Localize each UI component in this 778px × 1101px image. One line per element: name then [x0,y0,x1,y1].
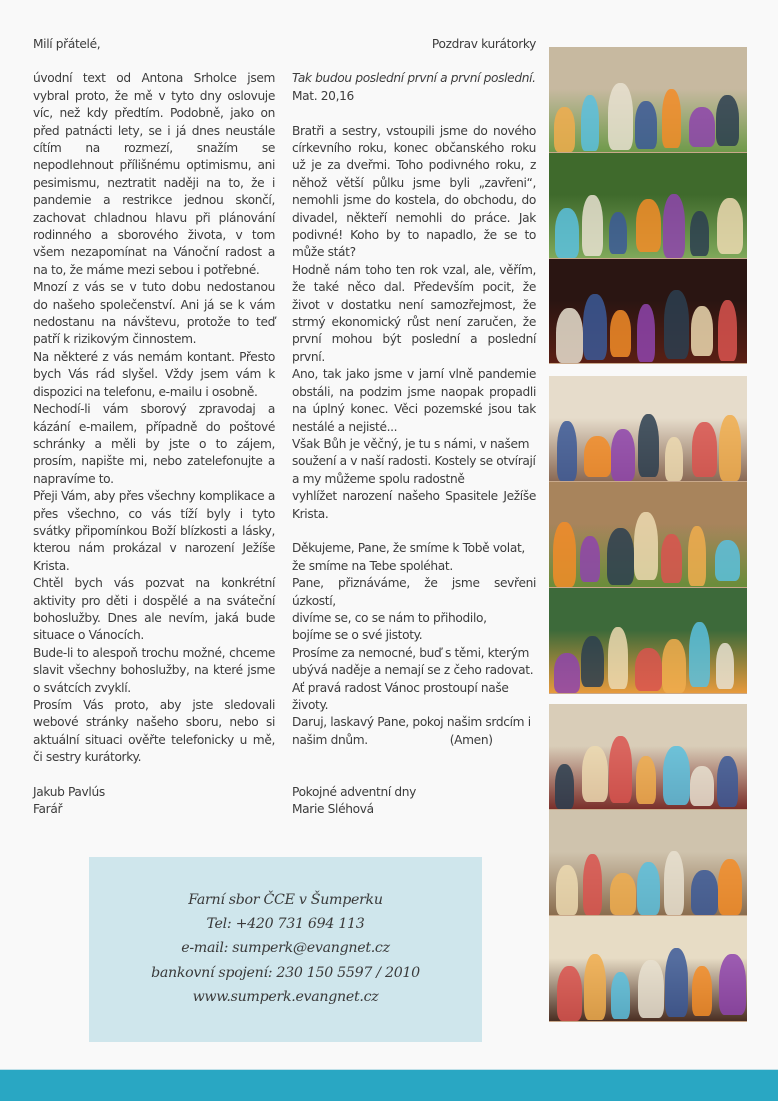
photo-figure [607,528,634,585]
contact-org: Farní sbor ČCE v Šumperku [188,892,383,908]
photo-figure [634,512,658,580]
prayer-line: bojíme se o své jistoty. [292,628,423,643]
prayer-line: divíme se, co se nám to přihodilo, [292,610,487,625]
photo-figure [638,414,659,477]
photo-figure [692,966,712,1016]
section-heading: Pozdrav kurátorky [431,37,536,51]
photo-figure [635,101,657,149]
photo-figure [554,653,580,693]
bible-quote: Tak budou poslední první a první poslední. [292,71,536,86]
photo-figure [581,95,599,151]
contact-phone[interactable]: Tel: +420 731 694 113 [206,916,365,933]
photo-figure [582,195,603,256]
bible-reference: Mat. 20,16 [292,88,354,103]
letter-paragraph: Mnozí z vás se v tuto dobu nedostanou do našeho společenství. Ani já se k vám nedostanu na návštevu, protože to teď patří k rizikovým činnostem. [33,280,275,347]
photo-figure [610,873,636,915]
contact-web[interactable]: www.sumperk.evangnet.cz [192,988,379,1005]
photo-figure [583,854,602,915]
photo-figure [611,429,635,481]
kuratorka-greeting [292,36,536,819]
photo-figure [556,865,578,915]
farar-letter [33,36,275,819]
photo-figure [557,421,577,481]
signature-role: Farář [33,802,63,817]
greeting-paragraph: Však Bůh je věčný, je tu s námi, v našem soužení a v naší radosti. Kostely se otvírají a my můžeme spolu radostně [292,436,536,486]
photo-figure [690,766,714,806]
photo-1 [549,153,747,259]
photo-figure [662,639,686,693]
photo-figure [717,198,743,254]
photo-figure [715,540,740,581]
letter-paragraph: Bude-li to alespoň trochu možné, chceme slavit všechny bohoslužby, na které jsme o svátcích zvyklí. [33,645,275,695]
photo-figure [584,436,611,477]
photo-figure [690,211,709,256]
photo-figure [584,954,606,1020]
photo-figure [717,756,738,807]
letter-paragraph: Prosím Vás proto, aby jste sledovali webové stránky našeho sboru, nebo si aktuální situaci ověřte telefonicky u mě, či sestry kurátorky. [33,698,275,765]
photo-4 [549,482,747,588]
photo-figure [716,643,734,689]
photo-figure [663,194,685,258]
photo-figure [663,746,690,805]
greeting-paragraph: Ano, tak jako jsme v jarní vlně pandemie obstáli, na podzim jsme naopak propadli na úplný konec. Věci pozemské jsou tak nestálé a nejisté... [292,367,536,434]
photo-figure [719,954,746,1015]
photo-figure [556,308,583,363]
photo-figure [719,415,741,481]
letter-paragraph: Přeji Vám, aby přes všechny komplikace a přes všechno, co vás tíží byly i tyto svátky připomínkou Boží blízkosti a lásky, kterou nám prokázal v narození Ježíše Krista. [33,489,275,573]
photo-figure [718,300,737,361]
photo-figure [557,966,582,1021]
photo-figure [636,199,661,252]
closing: Pokojné adventní dny [292,784,417,799]
photo-figure [661,534,682,583]
photo-figure [638,960,664,1018]
photo-figure [611,972,630,1019]
photo-figure [665,437,683,481]
letter-paragraph: úvodní text od Antona Srholce jsem vybral proto, že mě v tyto dny oslovuje víc, než kdy předtím. Podobně, jako on před patnácti lety, se i já dnes neustále cítím na rozmezí, snažím se nepodlehnout přílišnému optimismu, ani pesimismu, neztratit naději na to, že i pandemie a restrikce jednou skončí, zachovat chladnou hlavu při plánování rodinného a sborového života, v tom všem nezapomínat na Vánoční radost a na to, že máme mezi sebou i potřebné. [33,71,275,277]
photo-figure [691,306,713,356]
photo-group-summer [549,47,747,364]
photo-7 [549,810,747,916]
photo-figure [718,859,742,915]
contact-email[interactable]: e-mail: sumperk@evangnet.cz [181,940,390,957]
photo-figure [662,89,681,148]
photo-3 [549,376,747,482]
prayer-line: že smíme na Tebe spoléhat. [292,558,453,573]
letter-paragraph: Na některé z vás nemám kontant. Přesto bych Vás rád slyšel. Vždy jsem vám k dispozici na telefonu, e-mailu i osobně. [33,349,275,399]
photo-5 [549,588,747,694]
photo-figure [608,627,628,689]
photo-figure [554,107,575,152]
photo-figure [583,294,607,360]
photo-figure [582,746,608,802]
photo-figure [688,526,706,586]
prayer-line [292,714,536,749]
photo-figure [664,290,689,359]
photo-figure [636,756,656,804]
photo-figure [689,107,715,147]
photo-figure [581,636,604,687]
photo-figure [555,764,574,809]
greeting-paragraph: vyhlížet narození našeho Spasitele Ježíše Krista. [292,489,536,521]
prayer-line: Děkujeme, Pane, že smíme k Tobě volat, [292,541,525,556]
photo-figure [716,95,739,146]
prayer-line: Prosíme za nemocné, buď s těmi, kterým ubývá naděje a nemají se z čeho radovat. [292,645,534,678]
amen: (Amen) [449,732,493,747]
signature-name: Marie Sléhová [292,802,374,817]
signature-name: Jakub Pavlús [33,785,105,800]
photo-figure [635,648,662,691]
photo-group-christmas [549,704,747,1022]
photo-6 [549,704,747,810]
photo-group-autumn [549,376,747,694]
prayer-line: Pane, přiznáváme, že jsme sevřeni úzkostí, [292,576,536,608]
photo-0 [549,47,747,153]
photo-figure [664,851,684,915]
contact-bank: bankovní spojení: 230 150 5597 / 2010 [151,964,420,981]
greeting: Milí přátelé, [33,37,101,51]
footer-bar [0,1069,778,1101]
photo-figure [637,304,655,362]
letter-paragraph: Nechodí-li vám sborový zpravodaj a kázání e-mailem, případně do poštové schránky a měli by jste o to zájem, prosím, napište mi, nebo zatelefonujte a napravíme to. [33,402,275,486]
photo-figure [691,870,718,915]
photo-figure [553,522,576,587]
prayer-last-line: Daruj, laskavý Pane, pokoj našim srdcím i našim dnům. [292,715,531,747]
photo-2 [549,259,747,364]
contact-box [89,857,482,1042]
photo-figure [609,736,632,803]
photo-figure [555,208,579,258]
prayer-line: Ať pravá radost Vánoc prostoupí naše životy. [292,680,509,712]
photo-figure [608,83,633,150]
letter-paragraph: Chtěl bych vás pozvat na konkrétní aktivity pro děti i dospělé a na sváteční bohoslužby. Dnes ale nevím, jaká bude situace o Vánocích. [33,576,275,643]
photo-figure [610,310,631,357]
photo-figure [580,536,600,582]
photo-figure [609,212,627,254]
photo-figure [689,622,710,687]
greeting-paragraph: Hodně nám toho ten rok vzal, ale, věřím, že také něco dal. Především pocit, že život v dostatku není samozřejmost, že strmý ekonomický růst není zaručen, že první mohou být poslední a poslední první. [292,262,536,364]
greeting-paragraph: Bratři a sestry, vstoupili jsme do nového církevního roku, konec občanského roku už je za dveřmi. Toho podivného roku, z něhož větší půlku jsme byli „zavřeni“, nemohli jsme do kostela, do obchodu, do divadel, někteří nemohli do práce. Jak podivné! Koho by to napadlo, že se to může stát? [292,123,536,260]
photo-figure [692,422,717,477]
photo-figure [665,948,688,1017]
photo-8 [549,916,747,1022]
photo-figure [637,862,660,915]
